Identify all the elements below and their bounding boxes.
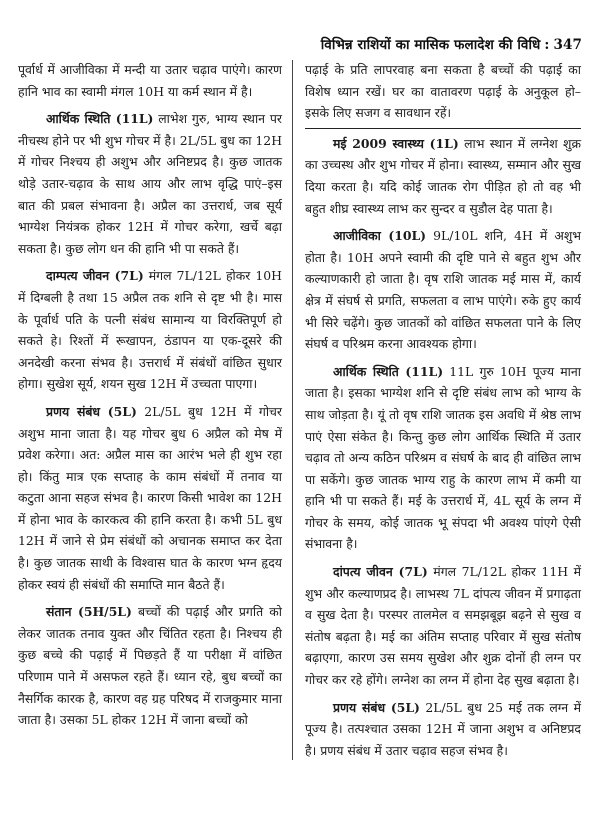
section-body: मंगल 7L/12L होकर 11H में शुभ और कल्याणप्रद है। लाभस्थ 7L दांपत्य जीवन में प्रगाढ़ता व सुख देता है। परस्पर तालमेल व समझबूझ बढ़ने से सुख व संतोष बढ़ता है। मई का अंतिम सप्ताह परिवार में सुख संतोष बढ़ाएगा, कारण उस समय सुखेश और शुक्र दोनों ही लग्न पर गोचर कर रहे होंगे। लग्नेश का लग्न में होना देह सुख बढ़ाता है। bbox=[305, 564, 581, 688]
section-body: बच्चों की पढ़ाई और प्रगति को लेकर जातक तनाव युक्त और चिंतित रहता है। निश्चय ही कुछ बच्चे की पढ़ाई में पिछड़ते हैं या परीक्षा में वांछित परिणाम पाने में असफल रहते हैं। ध्यान रहे, बुध बच्चों का नैसर्गिक कारक है, कारण वह ग्रह परिषद में राजकुमार माना जाता है। उसका 5L होकर 12H में जाना बच्चों को bbox=[18, 604, 282, 728]
section-body: मंगल 7L/12L होकर 10H में दिग्बली है तथा 15 अप्रैल तक शनि से दृष्ट भी है। मास के पूर्वार्ध पति के पत्नी संबंध सामान्य या विरक्तिपूर्ण हो सकते हे। रिश्तों में रूखापन, ठंडापन या एक-दूसरे की अनदेखी करना संभव है। उत्तरार्ध में संबंधों वांछित सुधार होगा। सुखेश सूर्य, शयन सुख 12H में उच्चता पाएगा। bbox=[18, 268, 282, 392]
section-body: लाभेश गुरु, भाग्य स्थान पर नीचस्थ होने पर भी शुभ गोचर में है। 2L/5L बुध का 12H में गोचर निश्चय ही अशुभ और अनिष्टप्रद है। कुछ जातक थोड़े उतार-चढ़ाव के साथ आय और लाभ वृद्धि पाएं–इस बात की प्रबल संभावना है। अप्रैल का उत्तरार्ध, जब सूर्य भाग्येश नियंत्रक होकर 12H में गोचर करेगा, खर्चे बढ़ा सकता है। कुछ लोग धन की हानि भी पा सकते हैं। bbox=[18, 111, 282, 256]
section-body: 2L/5L बुध 25 मई तक लग्न में पूज्य है। तत्पश्चात उसका 12H में जाना अशुभ व अनिष्टप्रद है। प्रणय संबंध में उतार चढ़ाव सहज संभव है। bbox=[305, 699, 581, 758]
page-number: 347 bbox=[553, 37, 582, 53]
month-separator-rule bbox=[305, 128, 581, 129]
right-column bbox=[305, 59, 581, 767]
section-heading: मई 2009 स्वास्थ्य (1L) bbox=[333, 135, 459, 151]
section-heading: संतान (5H/5L) bbox=[46, 604, 132, 620]
left-column bbox=[18, 59, 282, 737]
section-body: 2L/5L बुध 12H में गोचर अशुभ माना जाता है। यह गोचर बुध 6 अप्रैल को मेष में प्रवेश करेगा। अत: अप्रैल मास का आरंभ भले ही शुभ रहा हो। किंतु मात्र एक सप्ताह के काम संबंधों में तनाव या कटुता आना सहज संभव है। कारण किसी भावेश का 12H में होना भाव के कारकत्व की हानि करता है। कभी 5L बुध 12H में जाने से प्रेम संबंधों को अचानक समाप्त कर देता है। कुछ जातक साथी के विश्वास घात के कारण भग्न हृदय होकर स्वयं ही संबंधों की समाप्ति मान बैठते हैं। bbox=[18, 403, 282, 592]
section-children bbox=[18, 601, 282, 731]
section-financial-status bbox=[18, 108, 282, 259]
section-romance bbox=[305, 697, 581, 762]
section-heading: आर्थिक स्थिति (11L) bbox=[333, 363, 444, 379]
continued-paragraph: पढ़ाई के प्रति लापरवाह बना सकता है बच्चों की पढ़ाई का विशेष ध्यान रखें। घर का वातावरण पढ़ाई के अनुकूल हो–इसके लिए सजग व सावधान रहें। bbox=[305, 62, 581, 121]
section-heading: प्रणय संबंध (5L) bbox=[333, 699, 420, 715]
column-divider bbox=[292, 60, 293, 760]
section-married-life bbox=[305, 561, 581, 691]
header-separator: : bbox=[544, 37, 550, 53]
section-heading: प्रणय संबंध (5L) bbox=[46, 403, 137, 419]
section-livelihood bbox=[305, 225, 581, 355]
section-body: लाभ स्थान में लग्नेश शुक्र का उच्चस्थ और शुभ गोचर में होना। स्वास्थ्य, सम्मान और सुख दिया करता है। यदि कोई जातक रोग पीड़ित हो तो वह भी बहुत शीघ्र स्वास्थ्य लाभ कर सुन्दर व सुडौल देह पाता है। bbox=[305, 135, 581, 216]
section-financial-status bbox=[305, 361, 581, 555]
continued-paragraph: पूर्वार्ध में आजीविका में मन्दी या उतार चढ़ाव पाएंगे। कारण हानि भाव का स्वामी मंगल 10H या कर्म स्थान में है। bbox=[18, 62, 282, 99]
section-heading: आजीविका (10L) bbox=[333, 228, 427, 244]
section-heading: दांपत्य जीवन (7L) bbox=[333, 564, 428, 580]
running-header bbox=[321, 35, 582, 53]
chapter-title: विभिन्न राशियों का मासिक फलादेश की विधि bbox=[320, 37, 541, 53]
section-body: 9L/10L शनि, 4H में अशुभ होता है। 10H अपने स्वामी की दृष्टि पाने से बहुत शुभ और कल्याणकारी हो जाता है। वृष राशि जातक मई मास में, कार्य क्षेत्र में संघर्ष से प्रगति, सफलता व लाभ पाएंगे। रुके हुए कार्य भी सिरे चढ़ेंगे। कुछ जातकों को वांछित सफलता पाने के लिए संघर्ष व परिश्रम करना आवश्यक होगा। bbox=[305, 228, 581, 352]
section-married-life bbox=[18, 265, 282, 395]
section-romance bbox=[18, 401, 282, 595]
section-heading: आर्थिक स्थिति (11L) bbox=[46, 111, 154, 127]
section-heading: दाम्पत्य जीवन (7L) bbox=[46, 268, 144, 284]
section-body: 11L गुरु 10H पूज्य माना जाता है। इसका भाग्येश शनि से दृष्टि संबंध लाभ को भाग्य के साथ जोड़ता है। यूं तो वृष राशि जातक इस अवधि में श्रेष्ठ लाभ पाएं ऐसा संकेत है। किन्तु कुछ लोग आर्थिक स्थिति में उतार चढ़ाव तो अन्य कठिन परिश्रम व संघर्ष के बाद ही वांछित लाभ पा सकेंगे। कुछ जातक भाग्य राहु के कारण लाभ में कमी या हानि भी पा सकते हैं। मई के उत्तरार्ध में, 4L सूर्य के लग्न में गोचर के समय, कोई जातक भू संपदा भी अवश्य पांएगे ऐसी संभावना है। bbox=[305, 363, 581, 552]
section-health bbox=[305, 133, 581, 219]
